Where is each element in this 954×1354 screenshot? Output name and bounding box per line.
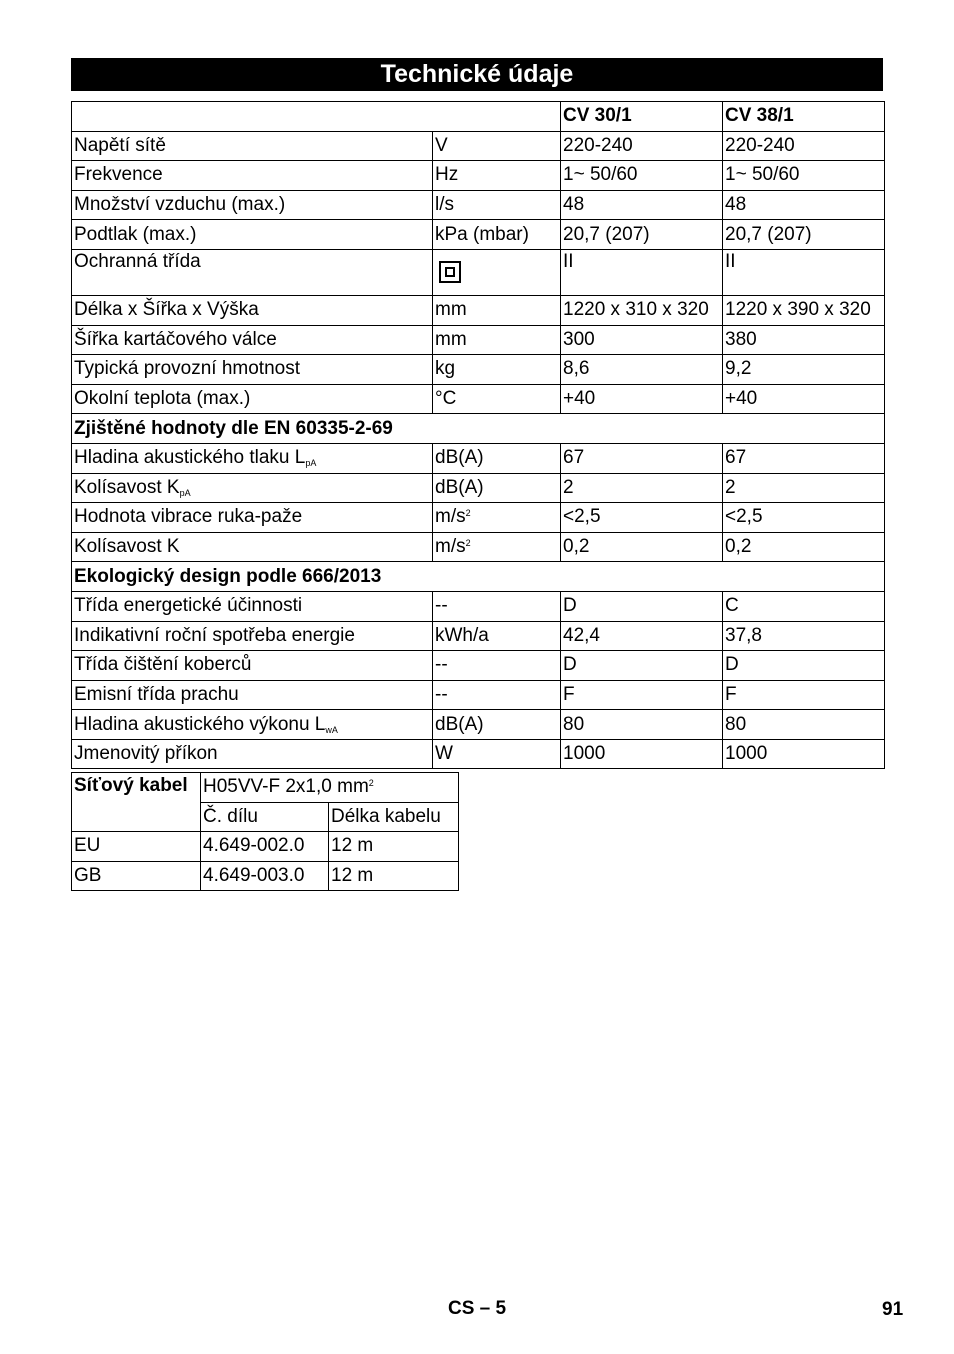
row-label xyxy=(72,295,433,325)
cable-type xyxy=(201,773,459,803)
value-cv30: 67 xyxy=(561,443,723,473)
column-header-length: Délka kabelu xyxy=(329,802,459,832)
column-header-part: Č. dílu xyxy=(201,802,329,832)
value-cv30: 1~ 50/60 xyxy=(561,161,723,191)
row-unit xyxy=(433,443,561,473)
row-unit-text: dB(A) xyxy=(435,447,484,469)
table-row xyxy=(72,355,885,385)
row-unit-text: m/s xyxy=(435,536,466,558)
column-header-cv30: CV 30/1 xyxy=(561,102,723,132)
row-unit xyxy=(433,473,561,503)
row-label-text: Ochranná třída xyxy=(74,250,201,272)
row-unit-superscript: 2 xyxy=(465,508,471,519)
value-cv38: +40 xyxy=(723,384,885,414)
cable-region: GB xyxy=(72,861,201,891)
value-cv30: D xyxy=(561,651,723,681)
value-cv30: 1220 x 310 x 320 xyxy=(561,295,723,325)
row-unit-text: l/s xyxy=(435,194,454,216)
cable-length: 12 m xyxy=(329,861,459,891)
cable-length: 12 m xyxy=(329,832,459,862)
table-row xyxy=(72,532,885,562)
technical-data-table xyxy=(71,101,885,769)
row-unit xyxy=(433,131,561,161)
row-label xyxy=(72,355,433,385)
value-cv30: II xyxy=(561,249,723,295)
row-unit xyxy=(433,249,561,295)
cable-type-sup: 2 xyxy=(368,778,374,789)
row-label xyxy=(72,739,433,769)
row-label-text: Napětí sítě xyxy=(74,134,166,156)
value-cv30: 1000 xyxy=(561,739,723,769)
header-empty-cell xyxy=(72,102,561,132)
row-unit-superscript: 2 xyxy=(465,538,471,549)
table-row xyxy=(72,295,885,325)
value-cv38: C xyxy=(723,591,885,621)
row-label-text: Kolísavost K xyxy=(74,476,180,498)
section-heading-noise: Zjištěné hodnoty dle EN 60335-2-69 xyxy=(72,414,885,444)
value-cv30: 220-240 xyxy=(561,131,723,161)
value-cv30: 20,7 (207) xyxy=(561,220,723,250)
row-unit xyxy=(433,739,561,769)
table-row xyxy=(72,473,885,503)
table-row xyxy=(72,861,459,891)
value-cv38: 2 xyxy=(723,473,885,503)
section-row xyxy=(72,414,885,444)
table-row xyxy=(72,384,885,414)
row-label-text: Třída čištění koberců xyxy=(74,654,252,676)
row-label xyxy=(72,249,433,295)
row-unit-text: dB(A) xyxy=(435,713,484,735)
row-label-subscript: wA xyxy=(325,724,338,735)
row-unit-text: Hz xyxy=(435,164,459,186)
row-label xyxy=(72,710,433,740)
table-row xyxy=(72,591,885,621)
table-row xyxy=(72,161,885,191)
value-cv30: 0,2 xyxy=(561,532,723,562)
row-unit xyxy=(433,384,561,414)
row-unit xyxy=(433,680,561,710)
row-label-text: Kolísavost K xyxy=(74,536,180,558)
row-unit-text: m/s xyxy=(435,506,466,528)
row-label-subscript: pA xyxy=(179,487,191,498)
value-cv30: +40 xyxy=(561,384,723,414)
table-header-row xyxy=(72,102,885,132)
value-cv38: 67 xyxy=(723,443,885,473)
row-unit xyxy=(433,503,561,533)
row-label-text: Hodnota vibrace ruka-paže xyxy=(74,506,303,528)
row-label-subscript: pA xyxy=(305,458,317,469)
row-unit-text: -- xyxy=(435,654,448,676)
value-cv38: F xyxy=(723,680,885,710)
cable-label: Síťový kabel xyxy=(72,773,201,832)
table-row xyxy=(72,325,885,355)
row-label-text: Šířka kartáčového válce xyxy=(74,328,277,350)
value-cv38: 80 xyxy=(723,710,885,740)
row-unit-text: kg xyxy=(435,358,456,380)
row-unit-text: mm xyxy=(435,328,467,350)
row-label-text: Indikativní roční spotřeba energie xyxy=(74,624,355,646)
footer-section: CS – 5 xyxy=(448,1298,507,1319)
value-cv30: F xyxy=(561,680,723,710)
page-title: Technické údaje xyxy=(71,58,883,91)
value-cv30: D xyxy=(561,591,723,621)
row-unit-text: kPa (mbar) xyxy=(435,223,529,245)
row-unit xyxy=(433,710,561,740)
value-cv38: 380 xyxy=(723,325,885,355)
row-unit xyxy=(433,532,561,562)
value-cv30: 48 xyxy=(561,190,723,220)
row-label-text: Třída energetické účinnosti xyxy=(74,595,303,617)
row-label xyxy=(72,325,433,355)
value-cv30: 42,4 xyxy=(561,621,723,651)
protection-class-ii-icon xyxy=(439,261,461,283)
value-cv38: 1~ 50/60 xyxy=(723,161,885,191)
table-row xyxy=(72,832,459,862)
table-row xyxy=(72,443,885,473)
row-label-text: Množství vzduchu (max.) xyxy=(74,194,286,216)
row-unit-text: W xyxy=(435,743,453,765)
value-cv38: II xyxy=(723,249,885,295)
table-row xyxy=(72,739,885,769)
row-unit-text: -- xyxy=(435,595,448,617)
value-cv30: 300 xyxy=(561,325,723,355)
value-cv38: 1000 xyxy=(723,739,885,769)
row-label xyxy=(72,651,433,681)
value-cv38: 20,7 (207) xyxy=(723,220,885,250)
row-label xyxy=(72,503,433,533)
row-unit xyxy=(433,355,561,385)
row-unit xyxy=(433,161,561,191)
cable-region: EU xyxy=(72,832,201,862)
row-unit-text: dB(A) xyxy=(435,476,484,498)
row-unit xyxy=(433,220,561,250)
cable-part: 4.649-003.0 xyxy=(201,861,329,891)
table-row xyxy=(72,131,885,161)
row-unit-text: °C xyxy=(435,388,457,410)
row-label xyxy=(72,161,433,191)
row-unit xyxy=(433,190,561,220)
row-unit xyxy=(433,621,561,651)
value-cv38: 37,8 xyxy=(723,621,885,651)
row-label-text: Okolní teplota (max.) xyxy=(74,388,251,410)
table-row xyxy=(72,621,885,651)
value-cv30: 2 xyxy=(561,473,723,503)
value-cv38: 9,2 xyxy=(723,355,885,385)
row-unit-text: mm xyxy=(435,299,467,321)
table-row xyxy=(72,710,885,740)
row-label xyxy=(72,190,433,220)
value-cv38: 48 xyxy=(723,190,885,220)
value-cv38: 0,2 xyxy=(723,532,885,562)
value-cv30: 80 xyxy=(561,710,723,740)
row-label-text: Podtlak (max.) xyxy=(74,223,197,245)
row-label-text: Jmenovitý příkon xyxy=(74,743,218,765)
value-cv38: 220-240 xyxy=(723,131,885,161)
column-header-cv38: CV 38/1 xyxy=(723,102,885,132)
row-label xyxy=(72,443,433,473)
value-cv30: 8,6 xyxy=(561,355,723,385)
row-unit xyxy=(433,651,561,681)
table-row xyxy=(72,190,885,220)
row-label-text: Délka x Šířka x Výška xyxy=(74,299,259,321)
row-label xyxy=(72,680,433,710)
section-heading-ecodesign: Ekologický design podle 666/2013 xyxy=(72,562,885,592)
row-label-text: Frekvence xyxy=(74,164,163,186)
table-row xyxy=(72,249,885,295)
page-number: 91 xyxy=(882,1299,904,1320)
row-label xyxy=(72,131,433,161)
row-unit-text: -- xyxy=(435,683,448,705)
row-unit-text: V xyxy=(435,134,448,156)
row-label xyxy=(72,532,433,562)
table-row xyxy=(72,651,885,681)
value-cv30: <2,5 xyxy=(561,503,723,533)
value-cv38: 1220 x 390 x 320 xyxy=(723,295,885,325)
row-unit-text: kWh/a xyxy=(435,624,489,646)
row-label xyxy=(72,473,433,503)
row-label xyxy=(72,384,433,414)
value-cv38: D xyxy=(723,651,885,681)
row-label-text: Hladina akustického výkonu L xyxy=(74,713,326,735)
value-cv38: <2,5 xyxy=(723,503,885,533)
table-row xyxy=(72,503,885,533)
table-row xyxy=(72,680,885,710)
row-label xyxy=(72,591,433,621)
table-row xyxy=(72,773,459,803)
section-row xyxy=(72,562,885,592)
table-row xyxy=(72,220,885,250)
row-label-text: Emisní třída prachu xyxy=(74,683,239,705)
row-label xyxy=(72,220,433,250)
row-label-text: Hladina akustického tlaku L xyxy=(74,447,306,469)
row-label-text: Typická provozní hmotnost xyxy=(74,358,300,380)
power-cable-table xyxy=(71,772,459,891)
row-unit xyxy=(433,591,561,621)
row-unit xyxy=(433,295,561,325)
cable-type-text: H05VV-F 2x1,0 mm xyxy=(203,776,369,798)
row-unit xyxy=(433,325,561,355)
cable-part: 4.649-002.0 xyxy=(201,832,329,862)
row-label xyxy=(72,621,433,651)
